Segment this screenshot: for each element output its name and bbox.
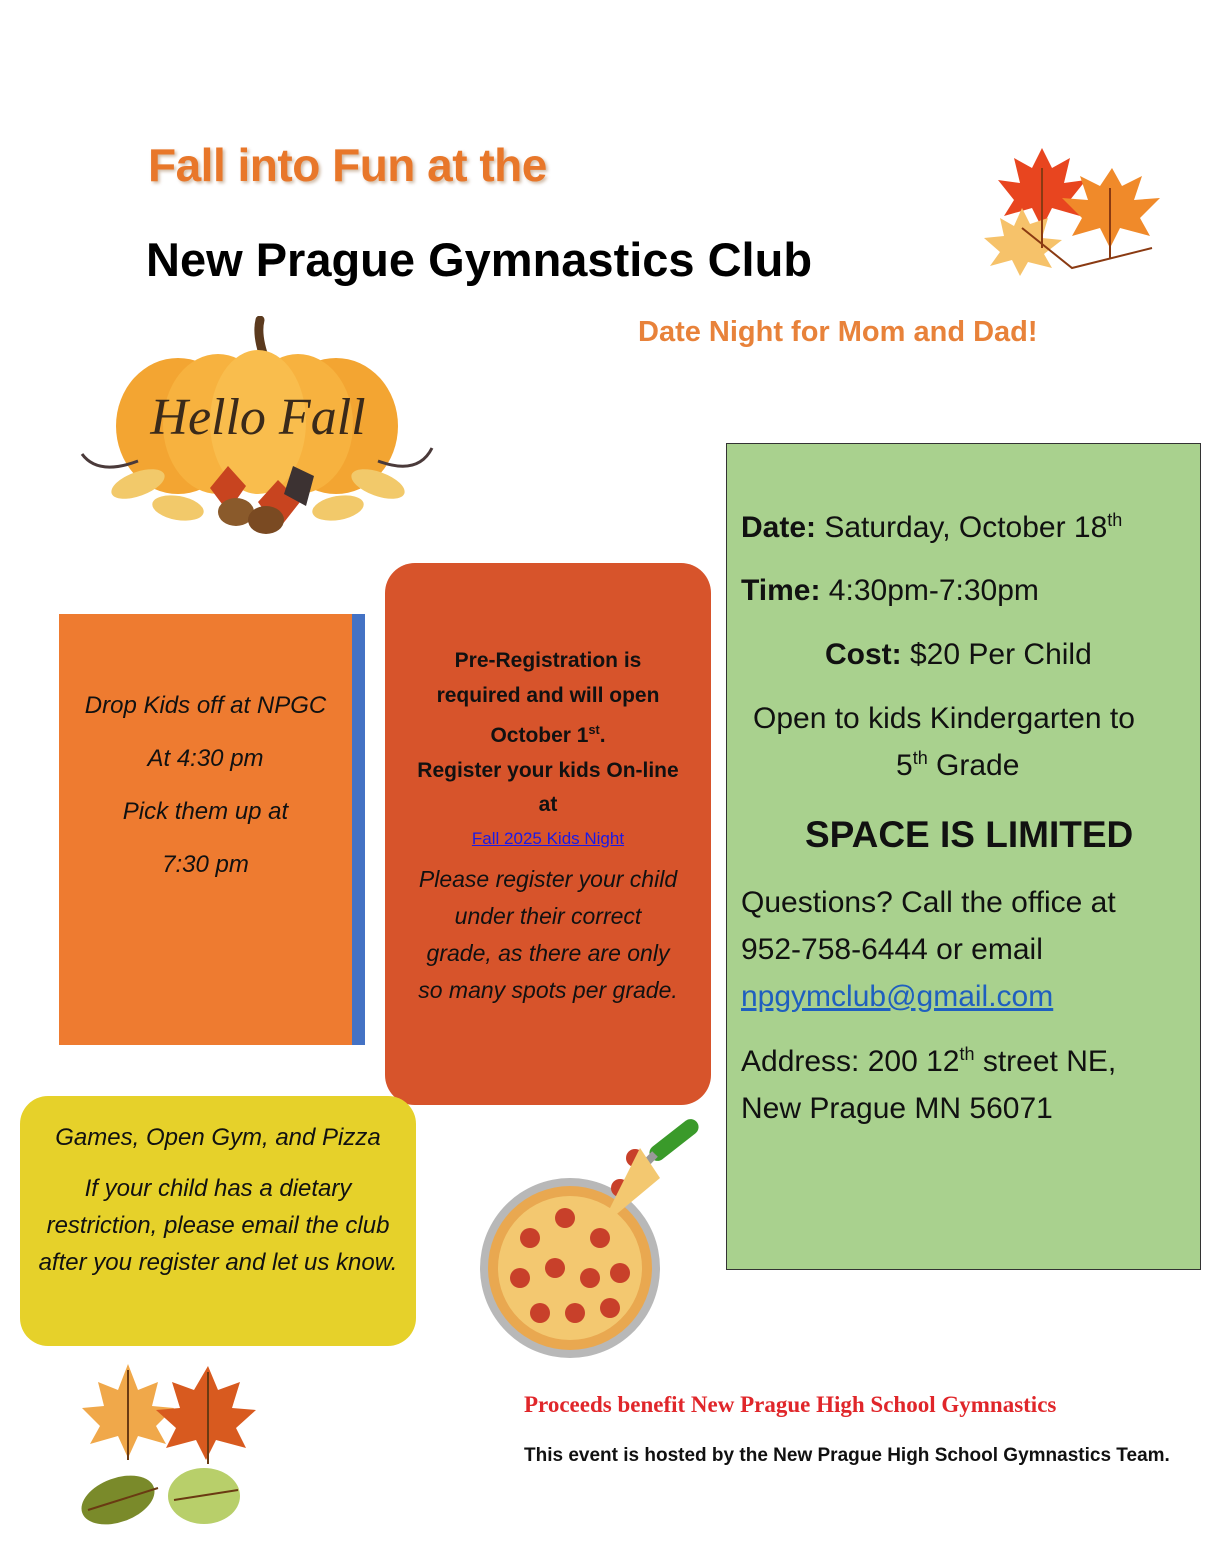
tagline: Date Night for Mom and Dad! (638, 316, 1038, 348)
cost-line: Cost: $20 Per Child (825, 638, 1092, 671)
food-note: If your child has a dietary restriction, please email the club after you register and let us know. (38, 1175, 398, 1276)
registration-box (385, 563, 711, 1105)
pumpkin-wreath-image (78, 316, 434, 552)
registration-line: Register your kids On-line (417, 758, 679, 782)
registration-note: Please register your child (418, 865, 678, 892)
proceeds-note: Proceeds benefit New Prague High School Gymnastics (524, 1392, 1057, 1417)
email-link[interactable]: npgymclub@gmail.com (741, 980, 1054, 1013)
address-line: New Prague MN 56071 (741, 1092, 1053, 1125)
registration-note: grade, as there are only (426, 939, 670, 966)
registration-line: Pre-Registration is (454, 649, 642, 672)
hosted-note: This event is hosted by the New Prague High School Gymnastics Team. (524, 1445, 1170, 1466)
grades-line: Open to kids Kindergarten to (753, 702, 1135, 735)
time-line: Time: 4:30pm-7:30pm (741, 574, 1039, 607)
registration-link[interactable]: Fall 2025 Kids Night (471, 828, 625, 848)
registration-line: required and will open (436, 683, 660, 707)
registration-note: under their correct (454, 902, 642, 929)
headline: Fall into Fun at the (148, 139, 547, 191)
registration-line: at (538, 793, 558, 816)
club-title: New Prague Gymnastics Club (146, 233, 813, 286)
pumpkin-text: Hello Fall (150, 389, 366, 446)
maple-leaves-icon (982, 128, 1182, 278)
questions-line: Questions? Call the office at (741, 886, 1116, 919)
date-line: Date: Saturday, October 18th (741, 510, 1123, 544)
dropoff-box (59, 614, 352, 1045)
address-line: Address: 200 12th street NE, (741, 1044, 1117, 1078)
space-limited: SPACE IS LIMITED (805, 814, 1134, 855)
dropoff-line: 7:30 pm (162, 851, 249, 878)
phone-line: 952-758-6444 or email (741, 933, 1043, 966)
registration-line: October 1st. (490, 723, 606, 747)
blue-stripe (352, 614, 365, 1045)
food-box (20, 1096, 416, 1346)
leaves-icon (78, 1360, 258, 1536)
dropoff-line: Pick them up at (122, 798, 289, 825)
pizza-icon (470, 1118, 710, 1358)
dropoff-line: At 4:30 pm (147, 745, 264, 772)
dropoff-line: Drop Kids off at NPGC (84, 692, 327, 719)
grades-line: 5th Grade (896, 748, 1020, 782)
food-line: Games, Open Gym, and Pizza (55, 1124, 381, 1151)
details-box (726, 443, 1201, 1270)
registration-note: so many spots per grade. (418, 976, 678, 1003)
